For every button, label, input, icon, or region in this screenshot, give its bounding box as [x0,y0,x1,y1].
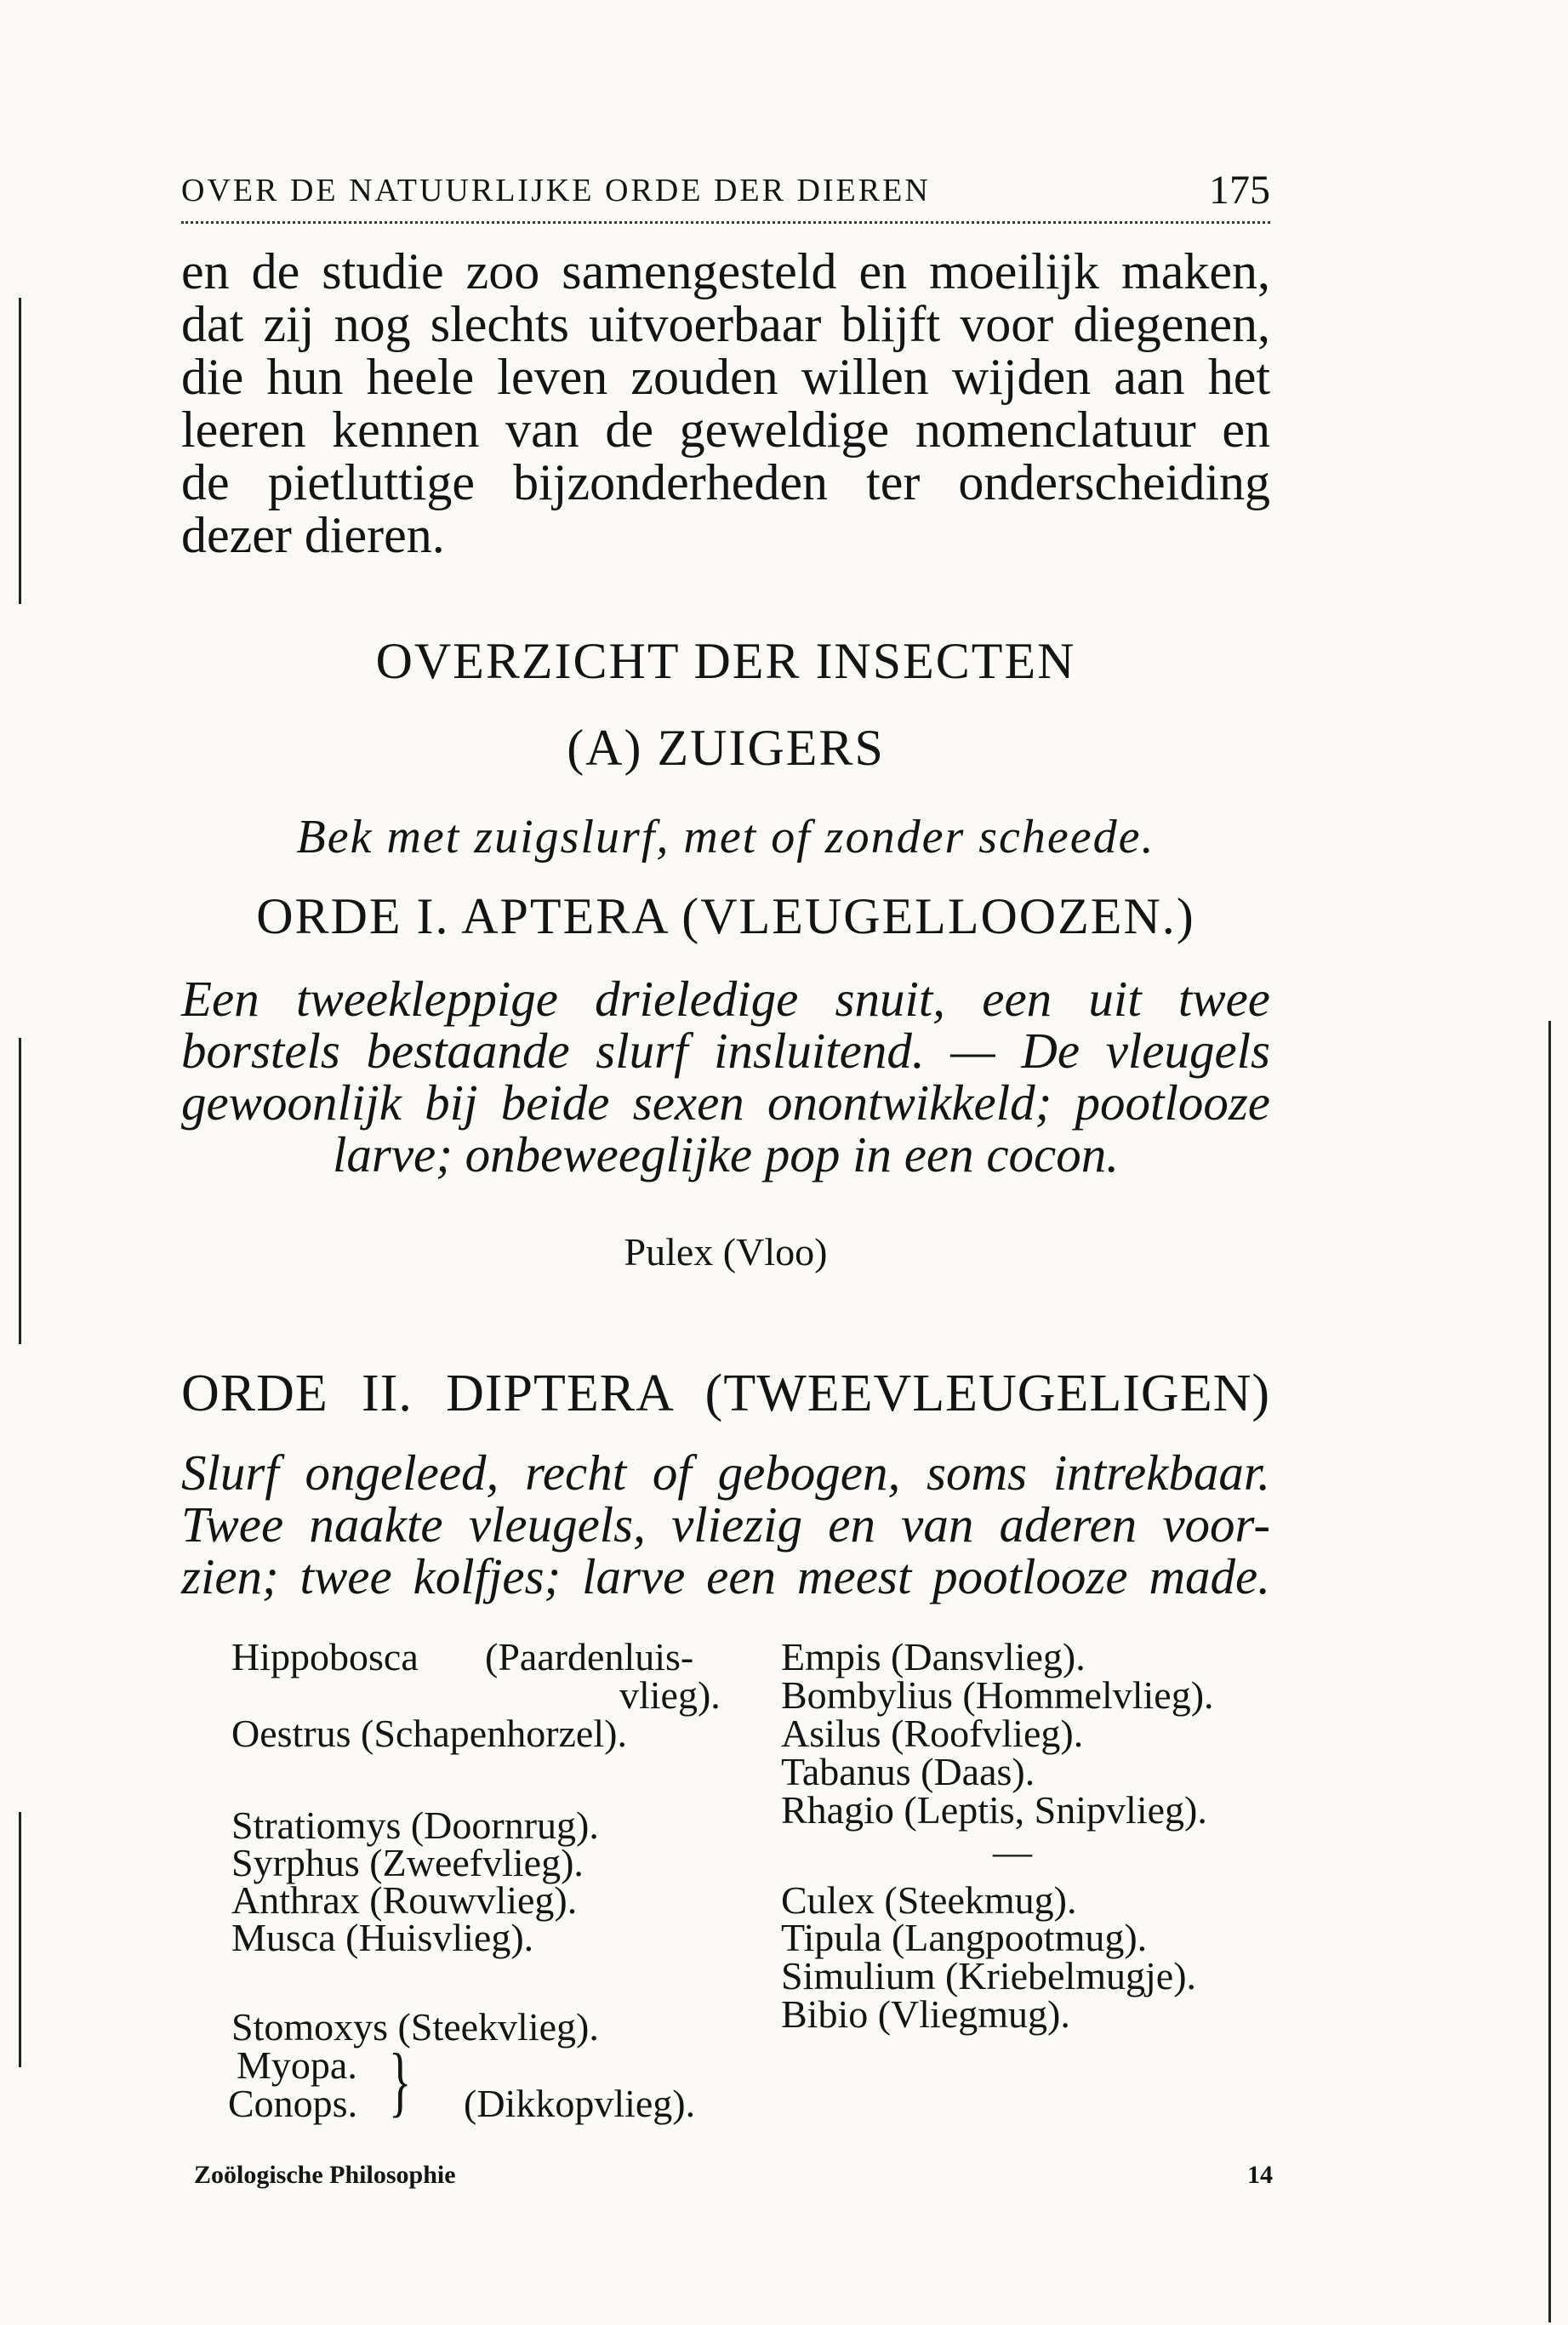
genus-bombylius: Bombylius (Hommelvlieg). [781,1673,1214,1717]
scan-margin-line [19,1038,21,1344]
footer-book-title: Zoölogische Philosophie [194,2161,456,2189]
genus-brace-common: (Dikkopvlieg). [464,2082,696,2125]
text-line: de pietluttige bijzonderheden ter onderscheiding [181,454,1270,510]
genus-stratiomys: Stratiomys (Doornrug). [231,1804,599,1847]
genus-musca: Musca (Huisvlieg). [231,1916,534,1959]
order-1-genus: Pulex (Vloo) [624,1230,828,1274]
running-title: OVER DE NATUURLIJKE ORDE DER DIEREN [181,173,931,208]
genus-stomoxys: Stomoxys (Steekvlieg). [231,2005,599,2049]
text-line: die hun heele leven zouden willen wijden aan het [181,349,1270,405]
genus-conops: Conops. [228,2082,358,2125]
section-title: OVERZICHT DER INSECTEN [375,633,1076,689]
text-line: borstels bestaande slurf insluitend. — De vleugels [181,1023,1270,1079]
text-line: dat zij nog slechts uitvoerbaar blijft voor diegenen, [181,296,1270,352]
text-line: gewoonlijk bij beide sexen onontwikkeld; pootlooze [181,1074,1270,1131]
genus-tipula: Tipula (Langpootmug). [781,1916,1148,1959]
order-2-description [181,1447,1270,1603]
genus-empis: Empis (Dansvlieg). [781,1635,1086,1678]
page-number: 175 [1209,168,1270,213]
text-line: Slurf ongeleed, recht of gebogen, soms intrekbaar. [181,1445,1270,1501]
grouping-brace: } [388,2037,412,2124]
genus-hippobosca: Hippobosca [231,1635,419,1678]
genus-simulium: Simulium (Kriebelmugje). [781,1954,1197,1997]
genus-oestrus: Oestrus (Schapenhorzel). [231,1712,627,1755]
order-1-title: ORDE I. APTERA (VLEUGELLOOZEN.) [256,888,1195,944]
list-separator: — [993,1830,1032,1873]
genus-asilus: Asilus (Roofvlieg). [781,1712,1084,1755]
text-line: en de studie zoo samengesteld en moeilijk maken, [181,243,1270,299]
text-line: leeren kennen van de geweldige nomenclatuur en [181,402,1270,458]
genus-bibio: Bibio (Vliegmug). [781,1992,1070,2036]
text-line: Een tweekleppige drieledige snuit, een uit twee [181,971,1270,1027]
intro-paragraph [181,245,1270,561]
footer-signature-mark: 14 [1247,2161,1273,2189]
scan-margin-line [19,298,21,604]
order-2-title: ORDE II. DIPTERA (TWEEVLEUGELIGEN) [181,1365,1270,1422]
text-line: Twee naakte vleugels, vliezig en van aderen voor- [181,1496,1270,1553]
scan-margin-line [1548,1021,1551,2322]
genus-rhagio: Rhagio (Leptis, Snipvlieg). [781,1788,1207,1832]
text-line: zien; twee kolfjes; larve een meest pootlooze made. [181,1548,1270,1604]
section-description: Bek met zuigslurf, met of zonder scheede. [296,811,1155,863]
scan-margin-line [19,1812,21,2067]
genus-anthrax: Anthrax (Rouwvlieg). [231,1878,578,1922]
running-header [181,167,1270,224]
text-line: larve; onbeweeglijke pop in een cocon. [333,1126,1119,1182]
text-line: dezer dieren. [181,507,445,563]
genus-myopa: Myopa. [237,2043,357,2087]
genus-syrphus: Syrphus (Zweefvlieg). [231,1841,584,1884]
genus-culex: Culex (Steekmug). [781,1878,1077,1922]
section-subtitle: (A) ZUIGERS [567,720,885,776]
order-1-description [181,973,1270,1181]
genus-hippobosca-common-cont: vlieg). [619,1673,721,1717]
genus-hippobosca-common: (Paardenluis- [485,1635,694,1678]
genus-tabanus: Tabanus (Daas). [781,1750,1035,1793]
